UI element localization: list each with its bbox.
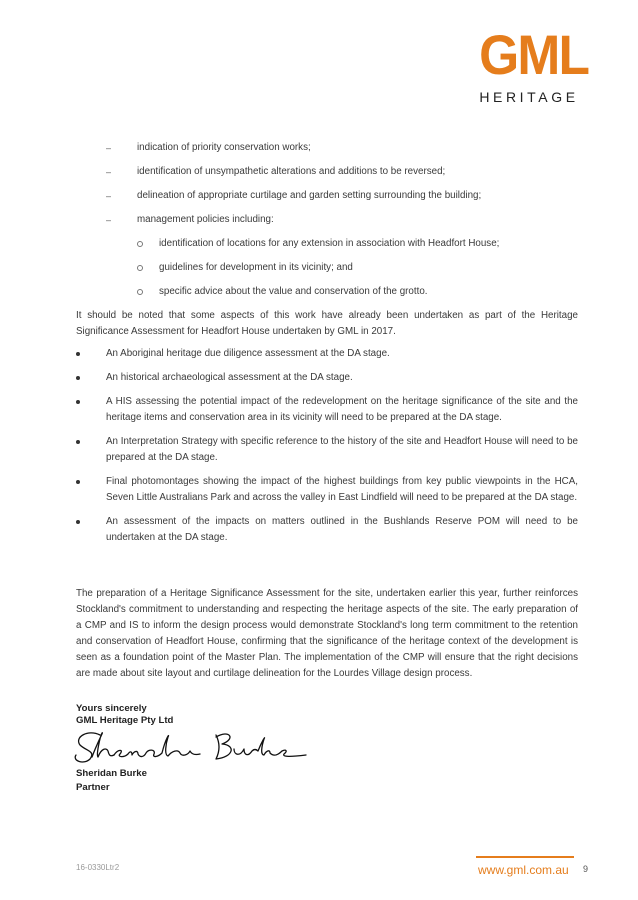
signatory-block [76, 767, 147, 795]
bullet-item: An historical archaeological assessment at the DA stage. [76, 370, 578, 386]
sub-item: identification of locations for any extension in association with Headfort House; [137, 236, 546, 252]
signatory-name: Sheridan Burke [76, 768, 147, 779]
signoff [76, 703, 173, 727]
dash-item [106, 140, 546, 156]
dash-item-text: indication of priority conservation works; [137, 142, 311, 153]
document-reference: 16-0330Ltr2 [76, 863, 120, 872]
sub-list [137, 236, 546, 300]
bullet-list [76, 346, 578, 554]
intro-paragraph: It should be noted that some aspects of this work have already been undertaken as part of the Heritage Significance Assessment for Headfort House undertaken by GML in 2017. [76, 310, 578, 337]
dash-item [106, 212, 546, 300]
bullet-item: An Aboriginal heritage due diligence assessment at the DA stage. [76, 346, 578, 362]
bullet-item: An assessment of the impacts on matters outlined in the Bushlands Reserve POM will need to be undertaken at the DA stage. [76, 514, 578, 546]
signoff-line: Yours sincerely [76, 703, 147, 714]
closing-paragraph: The preparation of a Heritage Significance Assessment for the site, undertaken earlier this year, further reinforces Stockland's commitment to understanding and respecting the heritage aspects of the site. The early preparation of a CMP and IS to inform the design process would demonstrate Stockland's long term commitment to the retention and conservation of Headfort House, confirming that the significance of the heritage context of the development is seen as a foundation point of the Master Plan. The implementation of the CMP will ensure that the right decisions are made about site layout and curtilage delineation for the Lourdes Village design process. [76, 588, 578, 679]
bullet-item: An Interpretation Strategy with specific reference to the history of the site and Headfort House will need to be prepared at the DA stage. [76, 434, 578, 466]
dash-item [106, 164, 546, 180]
bullet-item: A HIS assessing the potential impact of the redevelopment on the heritage significance of the site and the heritage items and conservation area in its vicinity will need to be prepared at the DA stage. [76, 394, 578, 426]
dash-item-text: delineation of appropriate curtilage and garden setting surrounding the building; [137, 190, 482, 201]
signature-image [70, 727, 310, 767]
dash-item [106, 188, 546, 204]
dash-item-text: management policies including: [137, 214, 274, 225]
logo-sub-text: HERITAGE [479, 89, 579, 105]
dash-item-text: identification of unsympathetic alterations and additions to be reversed; [137, 166, 446, 177]
gml-logo [475, 23, 589, 105]
footer-divider [476, 856, 574, 858]
website-link[interactable]: www.gml.com.au [478, 863, 569, 877]
dash-list [106, 140, 546, 308]
signoff-company: GML Heritage Pty Ltd [76, 715, 174, 726]
page-number: 9 [583, 864, 589, 874]
logo-main-text: GML [479, 23, 589, 86]
sub-item: guidelines for development in its vicinity; and [137, 260, 546, 276]
sub-item: specific advice about the value and conservation of the grotto. [137, 284, 546, 300]
bullet-item: Final photomontages showing the impact of the highest buildings from key public viewpoints in the HCA, Seven Little Australians Park and across the valley in East Lindfield will need to be prepared at the DA stage. [76, 474, 578, 506]
signatory-title: Partner [76, 782, 110, 793]
